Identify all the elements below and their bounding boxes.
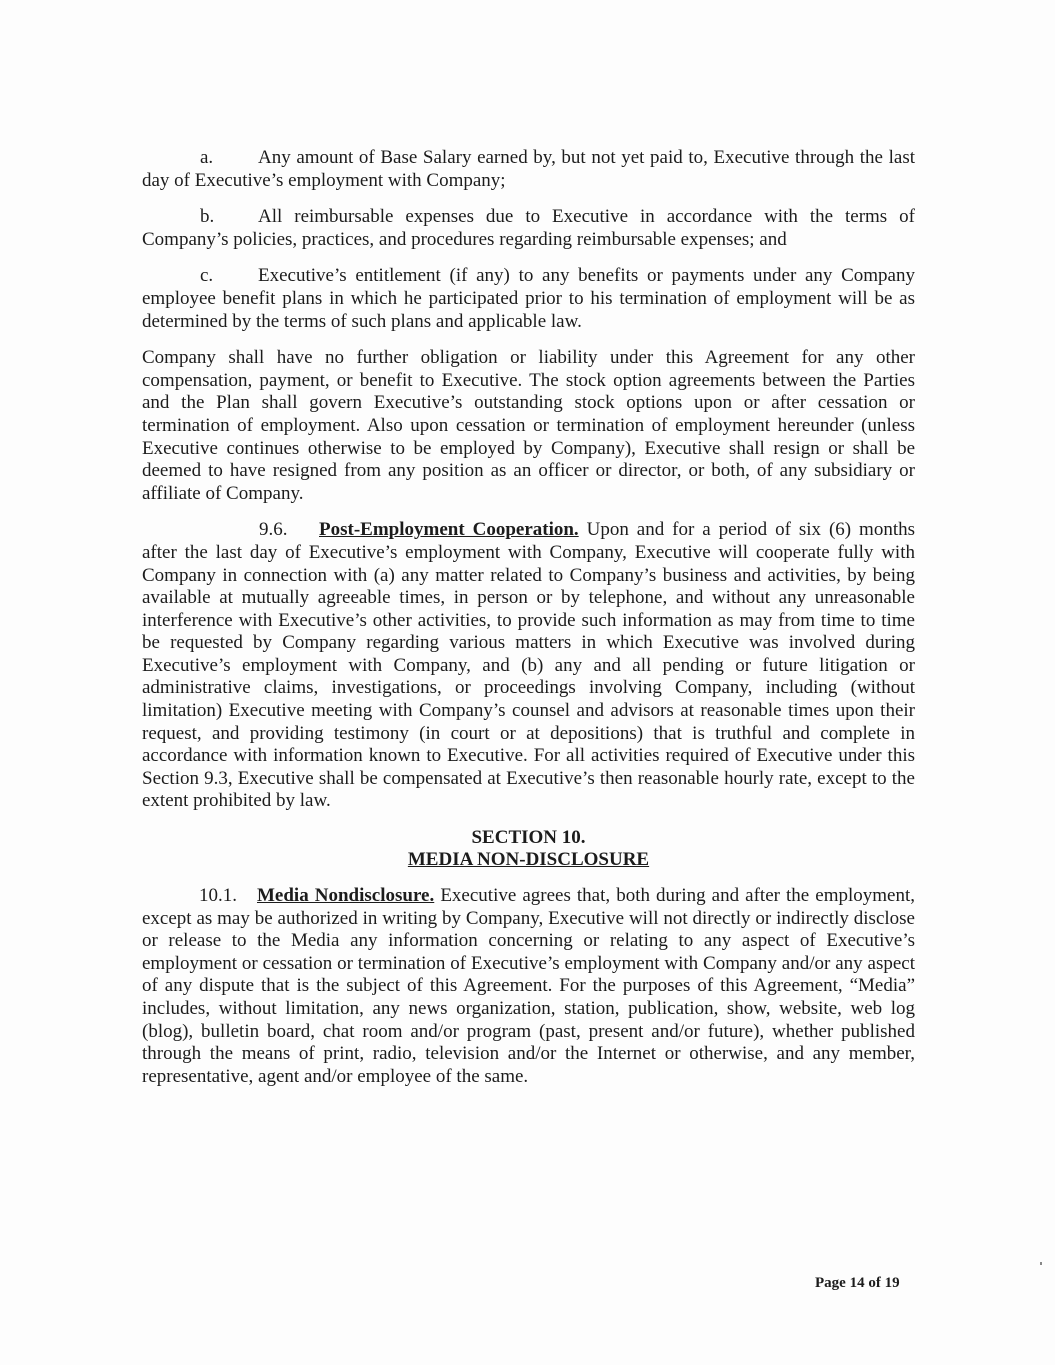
list-item-text: Executive’s entitlement (if any) to any benefits or payments under any Company employee benefit plans in which he participated prior to his termination of employment will be as determined by the terms of such plans and applicable law. — [142, 265, 915, 332]
list-item-label: b. — [200, 206, 215, 228]
list-item-label: c. — [200, 265, 214, 287]
list-item-a — [142, 147, 915, 192]
list-item-b — [142, 206, 915, 251]
section-9-6-paragraph — [142, 519, 915, 813]
section-number: 9.6. — [259, 519, 288, 541]
section-title: SECTION 10. — [471, 827, 586, 849]
section-subtitle: MEDIA NON-DISCLOSURE — [407, 849, 650, 871]
page-content — [142, 147, 915, 1102]
section-body: Executive agrees that, both during and after the employment, except as may be authorized in writing by Company, Executive will not directly or indirectly disclose or release to the Media any information concerning or relating to any aspect of Executive’s employment or cessation or termination of Executive’s employment with Company and/or any aspect of any dispute that is the subject of this Agreement. For the purposes of this Agreement, “Media” includes, without limitation, any news organization, station, publication, show, website, web log (blog), bulletin board, chat room and/or program (past, present and/or future), whether published through the means of print, radio, television and/or the Internet or otherwise, and any member, representative, agent and/or employee of the same. — [142, 885, 916, 1087]
list-item-text: Any amount of Base Salary earned by, but not yet paid to, Executive through the last day of Executive’s employment with Company; — [142, 147, 915, 191]
list-item-label: a. — [200, 147, 214, 168]
scan-speck — [1040, 1262, 1042, 1265]
page-number: Page 14 of 19 — [815, 1275, 900, 1291]
section-heading: Media Nondisclosure. — [257, 885, 435, 907]
section-heading: Post-Employment Cooperation. — [319, 519, 579, 541]
section-10-1-paragraph — [142, 885, 915, 1088]
section-10-title — [142, 827, 915, 871]
obligation-paragraph: Company shall have no further obligation or liability under this Agreement for any other compensation, payment, or benefit to Executive. The stock option agreements between the Parties and the Plan shall govern Executive’s outstanding stock options upon or after cessation or termination of employment. Also upon cessation or termination of employment hereunder (unless Executive continues otherwise to be employed by Company), Executive shall resign or shall be deemed to have resigned from any position as an officer or director, or both, of any subsidiary or affiliate of Company. — [142, 347, 915, 504]
section-body: Upon and for a period of six (6) months after the last day of Executive’s employment with Company, Executive will cooperate fully with Company in connection with (a) any matter related to Company’s business and activities, by being available at mutually agreeable times, in person or by telephone, and without any unreasonable interference with Executive’s other activities, to provide such information as may from time to time be requested by Company regarding various matters in which Executive was involved during Executive’s employment with Company, and (b) any and all pending or future litigation or administrative claims, investigations, or proceedings involving Company, including (without limitation) Executive meeting with Company’s counsel and advisors at reasonable times upon their request, and providing testimony (in court or at depositions) that is truthful and complete in accordance with information known to Executive. For all activities required of Executive under this Section 9.3, Executive shall be compensated at Executive’s then reasonable hourly rate, except to the extent prohibited by law. — [142, 519, 915, 812]
list-item-c — [142, 265, 915, 333]
list-item-text: All reimbursable expenses due to Executive in accordance with the terms of Company’s policies, practices, and procedures regarding reimbursable expenses; and — [142, 206, 915, 250]
section-number: 10.1. — [199, 885, 237, 907]
